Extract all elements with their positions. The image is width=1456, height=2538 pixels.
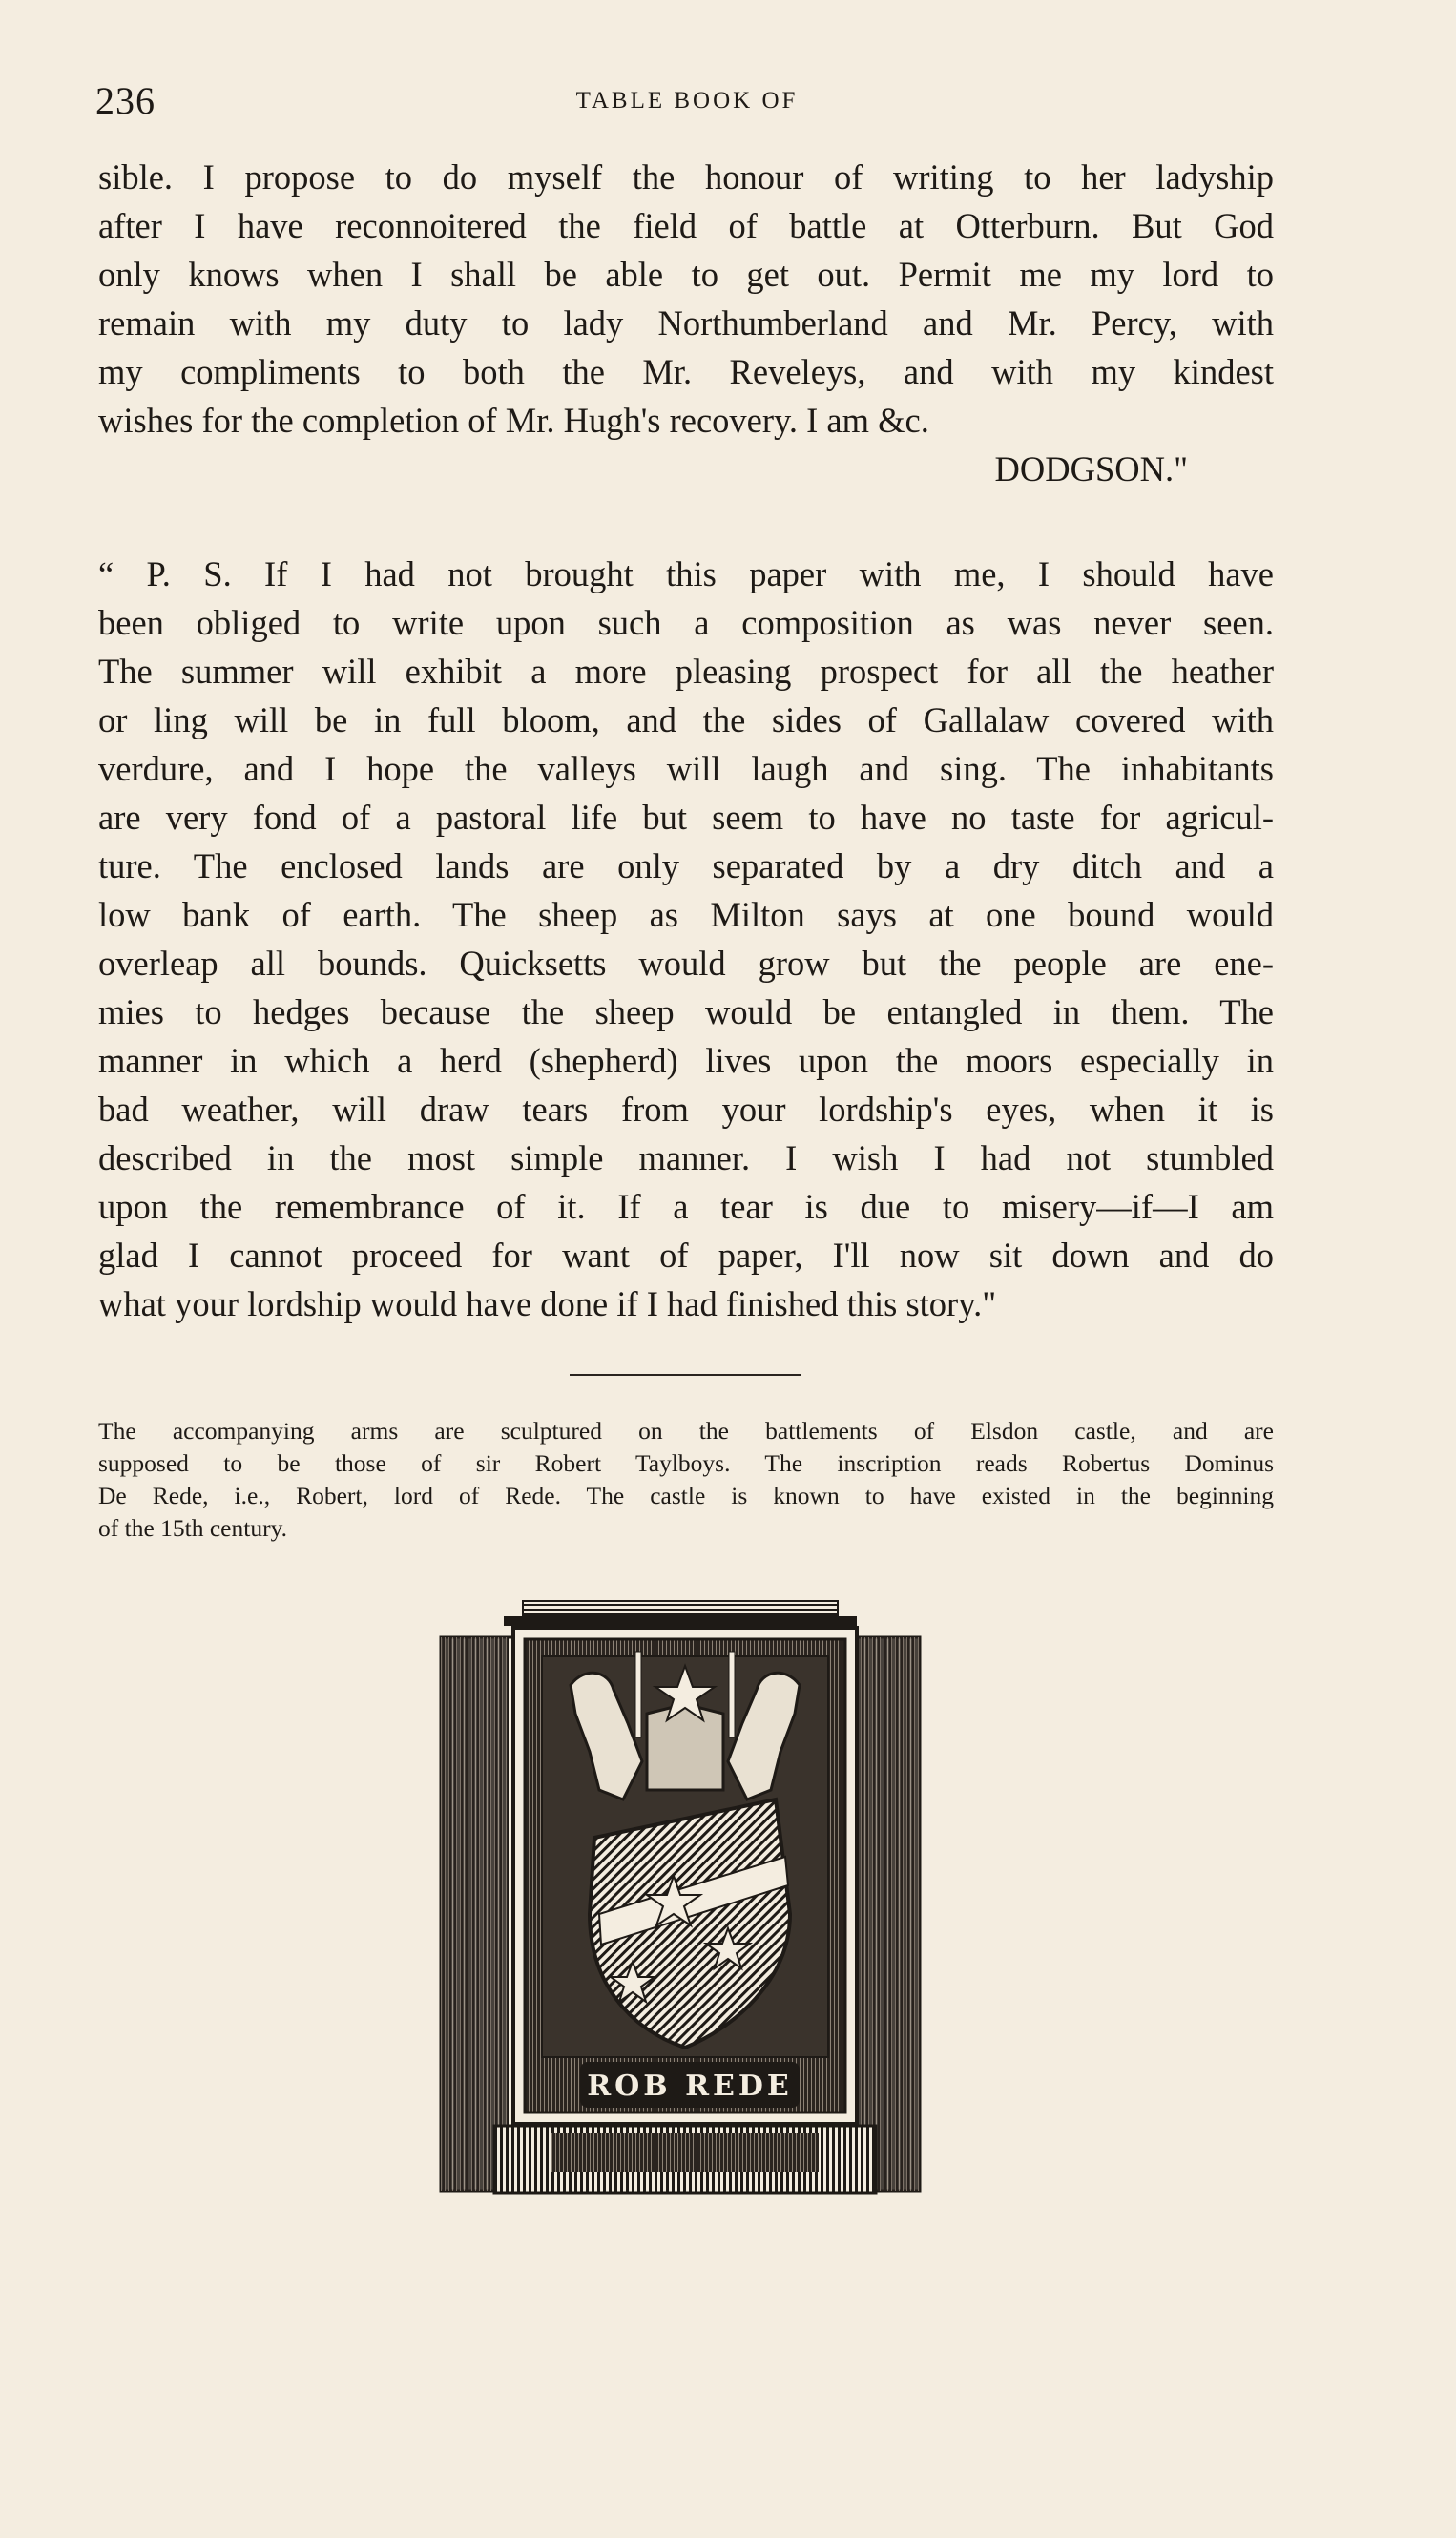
text-line: after I have reconnoitered the field of battle at Otterburn. But God xyxy=(98,206,1274,245)
page-number: 236 xyxy=(95,79,156,122)
coat-of-arms-illustration xyxy=(437,1599,933,2200)
scroll-inscription: ROB REDE xyxy=(587,2070,793,2103)
letter-paragraph xyxy=(98,153,1274,493)
text-line: sible. I propose to do myself the honour of writing to her ladyship xyxy=(98,157,1274,197)
text-line: wishes for the completion of Mr. Hugh's recovery. I am &c. xyxy=(98,401,929,440)
text-line: glad I cannot proceed for want of paper, I'll now sit down and do xyxy=(98,1236,1274,1275)
footnote-line: supposed to be those of sir Robert Taylboys. The inscription reads Robertus Dominus xyxy=(98,1449,1274,1477)
postscript-paragraph xyxy=(98,550,1274,1328)
text-line: mies to hedges because the sheep would be entangled in them. The xyxy=(98,992,1274,1031)
coat-of-arms-engraving xyxy=(437,1599,933,2200)
text-line: or ling will be in full bloom, and the sides of Gallalaw covered with xyxy=(98,700,1274,739)
running-title: TABLE BOOK OF xyxy=(575,88,799,114)
text-line: overleap all bounds. Quicksetts would grow but the people are ene- xyxy=(98,944,1274,983)
text-line: described in the most simple manner. I wish I had not stumbled xyxy=(98,1138,1274,1177)
page-header xyxy=(95,78,1279,126)
text-line: bad weather, will draw tears from your lordship's eyes, when it is xyxy=(98,1090,1274,1129)
text-line: what your lordship would have done if I had finished this story." xyxy=(98,1284,997,1323)
text-line: remain with my duty to lady Northumberland and Mr. Percy, with xyxy=(98,303,1274,343)
text-line: ture. The enclosed lands are only separated by a dry ditch and a xyxy=(98,846,1274,885)
text-line: manner in which a herd (shepherd) lives upon the moors especially in xyxy=(98,1041,1274,1080)
text-line: been obliged to write upon such a composition as was never seen. xyxy=(98,603,1274,642)
section-divider xyxy=(570,1374,801,1376)
footnote-line: The accompanying arms are sculptured on the battlements of Elsdon castle, and are xyxy=(98,1417,1274,1445)
text-line: “ P. S. If I had not brought this paper with me, I should have xyxy=(98,554,1274,593)
text-line: are very fond of a pastoral life but seem to have no taste for agricul- xyxy=(98,798,1274,837)
text-line: low bank of earth. The sheep as Milton says at one bound would xyxy=(98,895,1274,934)
text-line: upon the remembrance of it. If a tear is due to misery—if—I am xyxy=(98,1187,1274,1226)
footnote xyxy=(98,1415,1274,1545)
text-line: The summer will exhibit a more pleasing prospect for all the heather xyxy=(98,652,1274,691)
text-line: my compliments to both the Mr. Reveleys, and with my kindest xyxy=(98,352,1274,391)
text-line: verdure, and I hope the valleys will laugh and sing. The inhabitants xyxy=(98,749,1274,788)
footnote-line: of the 15th century. xyxy=(98,1514,288,1542)
signature: DODGSON." xyxy=(994,449,1188,489)
footnote-line: De Rede, i.e., Robert, lord of Rede. The castle is known to have existed in the beginning xyxy=(98,1482,1274,1509)
text-line: only knows when I shall be able to get out. Permit me my lord to xyxy=(98,255,1274,294)
